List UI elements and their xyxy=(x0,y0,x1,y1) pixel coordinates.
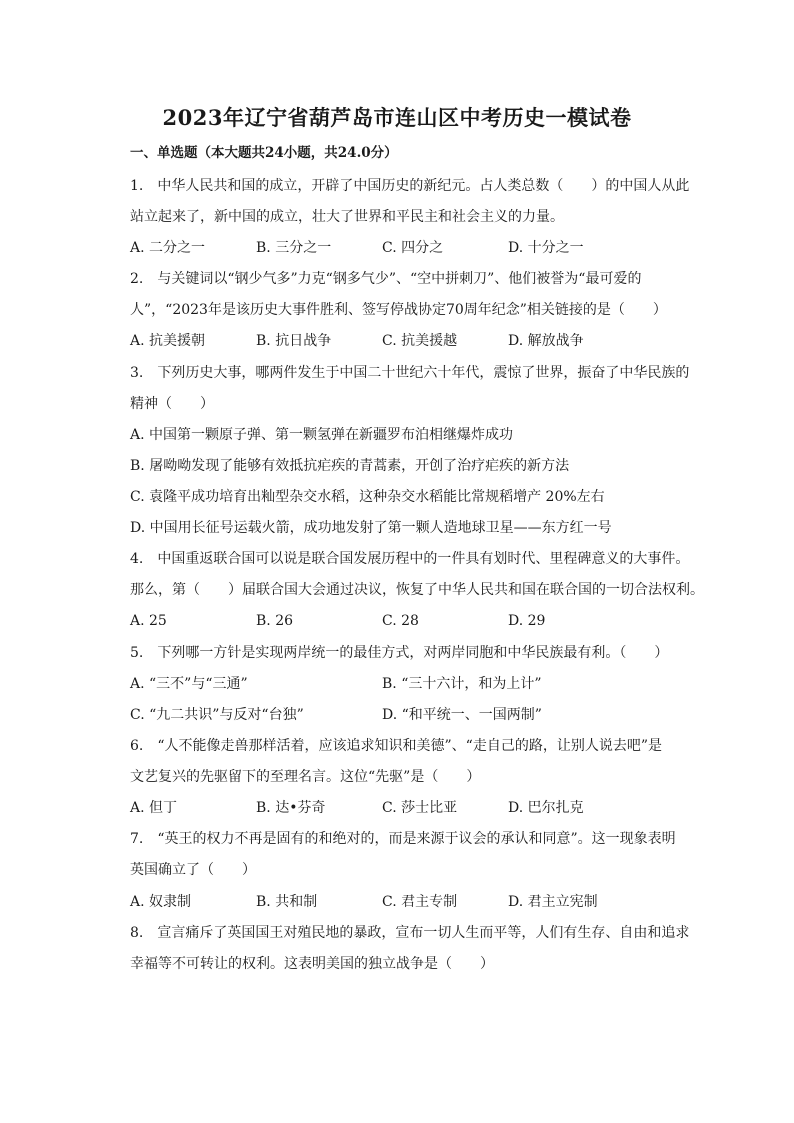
question-2-option-d: D. 解放战争 xyxy=(508,333,584,349)
question-1-option-b: B. 三分之一 xyxy=(256,240,332,256)
question-4-option-d: D. 29 xyxy=(508,613,546,629)
question-4-option-a: A. 25 xyxy=(130,613,167,629)
question-4-line-2: 那么，第（ ）届联合国大会通过决议，恢复了中华人民共和国在联合国的一切合法权利。 xyxy=(130,582,704,598)
question-6-option-d: D. 巴尔扎克 xyxy=(508,800,584,816)
question-3-option-b: B. 屠呦呦发现了能够有效抵抗疟疾的青蒿素，开创了治疗疟疾的新方法 xyxy=(130,458,570,474)
question-1-line-1: 1. 中华人民共和国的成立，开辟了中国历史的新纪元。占人类总数（ ）的中国人从此 xyxy=(130,178,690,194)
section-heading: 一、单选题（本大题共24小题，共24.0分） xyxy=(130,145,398,161)
question-2-line-2: 人”，“2023年是该历史大事件胜利、签写停战协定70周年纪念”相关链接的是（ ） xyxy=(130,302,667,318)
question-1-option-d: D. 十分之一 xyxy=(508,240,584,256)
question-4-option-c: C. 28 xyxy=(382,613,419,629)
question-2-line-1: 2. 与关键词以“钢少气多”力克“钢多气少”、“空中拼刺刀”、他们被誉为“最可爱的 xyxy=(130,271,642,287)
question-7-option-d: D. 君主立宪制 xyxy=(508,894,598,910)
question-7-line-2: 英国确立了（ ） xyxy=(130,862,256,878)
question-1-option-a: A. 二分之一 xyxy=(130,240,206,256)
question-2-option-c: C. 抗美援越 xyxy=(382,333,458,349)
question-2-option-b: B. 抗日战争 xyxy=(256,333,332,349)
question-5-option-c: C. “九二共识”与反对“台独” xyxy=(130,707,304,723)
question-7-option-c: C. 君主专制 xyxy=(382,894,458,910)
question-7-option-b: B. 共和制 xyxy=(256,894,318,910)
question-5-line-1: 5. 下列哪一方针是实现两岸统一的最佳方式，对两岸同胞和中华民族最有利。（ ） xyxy=(130,645,669,661)
question-1-option-c: C. 四分之 xyxy=(382,240,444,256)
question-4-line-1: 4. 中国重返联合国可以说是联合国发展历程中的一件具有划时代、里程碑意义的大事件。 xyxy=(130,551,690,567)
question-7-line-1: 7. “英王的权力不再是固有的和绝对的，而是来源于议会的承认和同意”。这一现象表明 xyxy=(130,831,676,847)
question-6-line-1: 6. “人不能像走兽那样活着，应该追求知识和美德”、“走自己的路，让别人说去吧”是 xyxy=(130,738,662,754)
question-6-option-c: C. 莎士比亚 xyxy=(382,800,458,816)
question-8-line-2: 幸福等不可转让的权利。这表明美国的独立战争是（ ） xyxy=(130,956,494,972)
question-1-line-2: 站立起来了，新中国的成立，壮大了世界和平民主和社会主义的力量。 xyxy=(130,209,564,225)
exam-title: 2023年辽宁省葫芦岛市连山区中考历史一模试卷 xyxy=(162,105,632,130)
question-5-option-a: A. “三不”与“三通” xyxy=(130,676,248,692)
question-3-line-1: 3. 下列历史大事，哪两件发生于中国二十世纪六十年代，震惊了世界，振奋了中华民族的 xyxy=(130,365,690,381)
question-4-option-b: B. 26 xyxy=(256,613,294,629)
question-3-option-d: D. 中国用长征号运载火箭，成功地发射了第一颗人造地球卫星——东方红一号 xyxy=(130,520,612,536)
question-3-option-c: C. 袁隆平成功培育出籼型杂交水稻，这种杂交水稻能比常规稻增产 20%左右 xyxy=(130,489,605,505)
question-5-option-d: D. “和平统一、一国两制” xyxy=(382,707,542,723)
question-6-option-b: B. 达•芬奇 xyxy=(256,800,326,816)
question-6-option-a: A. 但丁 xyxy=(130,800,178,816)
question-5-option-b: B. “三十六计，和为上计” xyxy=(382,676,542,692)
question-8-line-1: 8. 宣言痛斥了英国国王对殖民地的暴政，宣布一切人生而平等，人们有生存、自由和追求 xyxy=(130,925,690,941)
question-3-option-a: A. 中国第一颗原子弹、第一颗氢弹在新疆罗布泊相继爆炸成功 xyxy=(130,427,514,443)
question-6-line-2: 文艺复兴的先驱留下的至理名言。这位“先驱”是（ ） xyxy=(130,769,481,785)
question-2-option-a: A. 抗美援朝 xyxy=(130,333,206,349)
question-7-option-a: A. 奴隶制 xyxy=(130,894,192,910)
question-3-line-2: 精神（ ） xyxy=(130,396,214,412)
